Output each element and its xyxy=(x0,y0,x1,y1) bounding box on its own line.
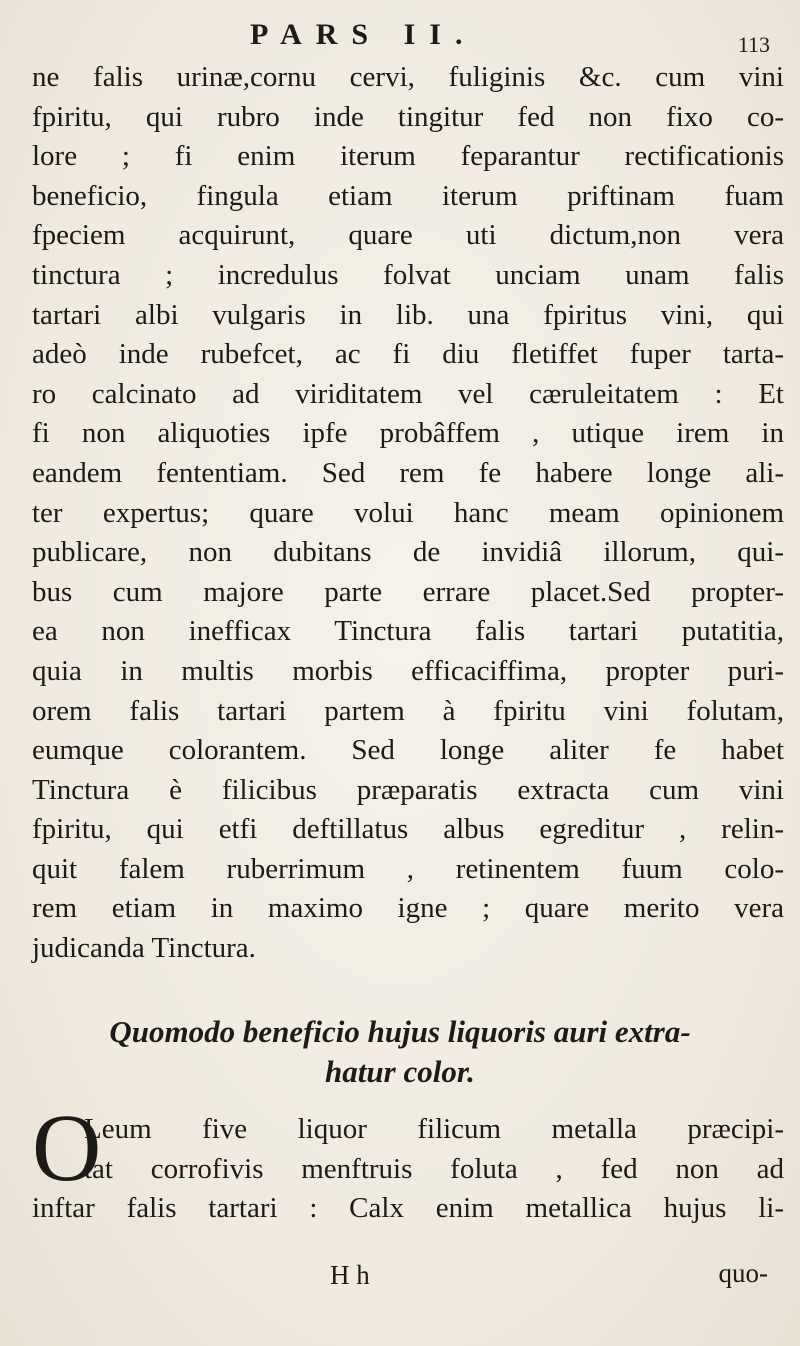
text-line: adeò inde rubefcet, ac fi diu fletiffet fuper tarta- xyxy=(32,338,784,371)
text-line: judicanda Tinctura. xyxy=(32,932,256,965)
text-line: fpeciem acquirunt, quare uti dictum,non vera xyxy=(32,219,784,252)
section-heading xyxy=(0,1012,800,1092)
text-line: quia in multis morbis efficaciffima, propter puri- xyxy=(32,654,784,687)
text-line: orem falis tartari partem à fpiritu vini folutam, xyxy=(32,694,784,727)
page-number: 113 xyxy=(737,32,770,57)
text-line: bus cum majore parte errare placet.Sed propter- xyxy=(32,575,784,608)
section-heading-line: Quomodo beneficio hujus liquoris auri extra- xyxy=(109,1014,691,1049)
text-line: ter expertus; quare volui hanc meam opinionem xyxy=(32,496,784,529)
text-line: fpiritu, qui rubro inde tingitur fed non fixo co- xyxy=(32,100,784,133)
text-line: Tinctura è filicibus præparatis extracta cum vini xyxy=(32,773,784,806)
text-line: ro calcinato ad viriditatem vel cæruleitatem : Et xyxy=(32,377,784,410)
text-line: rem etiam in maximo igne ; quare merito vera xyxy=(32,892,784,925)
text-line: ea non inefficax Tinctura falis tartari putatitia, xyxy=(32,615,784,648)
section-line: inftar falis tartari : Calx enim metallica hujus li- xyxy=(32,1192,784,1225)
text-line: ne falis urinæ,cornu cervi, fuliginis &c. cum vini xyxy=(32,61,784,93)
drop-cap: O xyxy=(32,1094,102,1201)
text-line: eumque colorantem. Sed longe aliter fe habet xyxy=(32,734,784,767)
text-line: tartari albi vulgaris in lib. una fpiritus vini, qui xyxy=(32,298,784,331)
text-line: fi non aliquoties ipfe probâffem , utique irem in xyxy=(32,417,784,450)
section-line: Leum five liquor filicum metalla præcipi- xyxy=(84,1113,784,1145)
signature-mark: H h xyxy=(330,1260,370,1290)
body-text xyxy=(32,58,784,969)
text-line: quit falem ruberrimum , retinentem fuum colo- xyxy=(32,852,784,885)
text-line: eandem fententiam. Sed rem fe habere longe ali- xyxy=(32,456,784,489)
text-line: lore ; fi enim iterum feparantur rectificationis xyxy=(32,140,784,173)
page-header xyxy=(0,14,800,57)
text-line: tinctura ; incredulus folvat unciam unam falis xyxy=(32,258,784,291)
text-line: fpiritu, qui etfi deftillatus albus egreditur , relin- xyxy=(32,813,784,846)
catchword: quo- xyxy=(718,1258,768,1288)
section-line: tat corrofivis menftruis foluta , fed non ad xyxy=(84,1152,784,1185)
running-head: PARS II. xyxy=(250,18,477,51)
section-heading-line: hatur color. xyxy=(325,1054,475,1089)
text-line: beneficio, fingula etiam iterum priftinam fuam xyxy=(32,179,784,212)
text-line: publicare, non dubitans de invidiâ illorum, qui- xyxy=(32,536,784,569)
section-body xyxy=(32,1094,784,1310)
